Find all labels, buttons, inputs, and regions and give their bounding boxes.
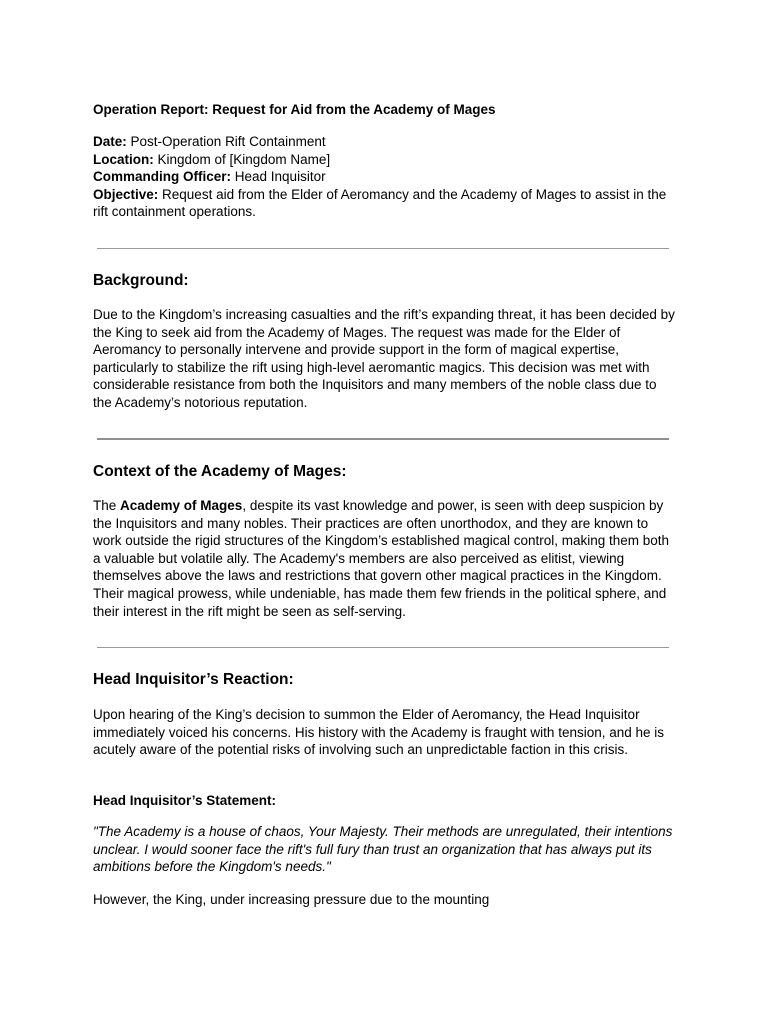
reaction-paragraph: Upon hearing of the King’s decision to summon the Elder of Aeromancy, the Head Inquisitor immediately voiced his concerns. His history with the Academy is fraught with tension, and he is acutely aware of the potential risks of involving such an unpredictable faction in this crisis.	[93, 707, 665, 758]
academy-name-bold: Academy of Mages	[120, 498, 243, 513]
location-line	[93, 151, 675, 169]
context-text-before: The	[93, 498, 121, 513]
objective-line	[93, 186, 675, 221]
context-paragraph	[93, 497, 675, 620]
background-heading: Background:	[93, 272, 189, 289]
objective-label: Objective:	[93, 186, 159, 202]
continuation-paragraph: However, the King, under increasing pressure due to the mounting	[93, 892, 490, 907]
officer-label: Commanding Officer:	[93, 169, 232, 185]
context-text-after: , despite its vast knowledge and power, is seen with deep suspicion by the Inquisitors and many nobles. Their practices are often unorthodox, and they are known to work outside the rigid structures of the Kingdom’s established magical control, making them both a valuable but volatile ally. The Academy's members are also perceived as elitist, viewing themselves above the laws and restrictions that govern other magical practices in the Kingdom. Their magical prowess, while undeniable, has made them few friends in the political sphere, and their interest in the rift might be seen as self-serving.	[93, 498, 670, 619]
officer-line	[93, 168, 675, 186]
context-heading: Context of the Academy of Mages:	[93, 463, 347, 480]
section-divider	[97, 647, 669, 648]
statement-label: Head Inquisitor’s Statement:	[93, 793, 277, 808]
date-line	[93, 133, 675, 151]
objective-value: Request aid from the Elder of Aeromancy and the Academy of Mages to assist in the rift containment operations.	[93, 186, 667, 220]
section-divider	[97, 438, 669, 440]
report-metadata	[93, 133, 675, 221]
location-label: Location:	[93, 151, 154, 167]
section-divider	[97, 248, 669, 249]
reaction-heading: Head Inquisitor’s Reaction:	[93, 671, 294, 688]
background-paragraph: Due to the Kingdom’s increasing casualties and the rift’s expanding threat, it has been decided by the King to seek aid from the Academy of Mages. The request was made for the Elder of Aeromancy to personally intervene and provide support in the form of magical expertise, particularly to stabilize the rift using high-level aeromantic magics. This decision was met with considerable resistance from both the Inquisitors and many members of the noble class due to the Academy’s notorious reputation.	[93, 307, 675, 410]
officer-value: Head Inquisitor	[231, 169, 326, 185]
statement-quote: "The Academy is a house of chaos, Your Majesty. Their methods are unregulated, their intentions unclear. I would sooner face the rift's full fury than trust an organization that has always put its ambitions before the Kingdom's needs."	[93, 824, 673, 875]
location-value: Kingdom of [Kingdom Name]	[153, 151, 331, 167]
date-value: Post-Operation Rift Containment	[126, 134, 326, 149]
date-label: Date:	[93, 134, 127, 149]
report-title: Operation Report: Request for Aid from the Academy of Mages	[93, 102, 496, 117]
